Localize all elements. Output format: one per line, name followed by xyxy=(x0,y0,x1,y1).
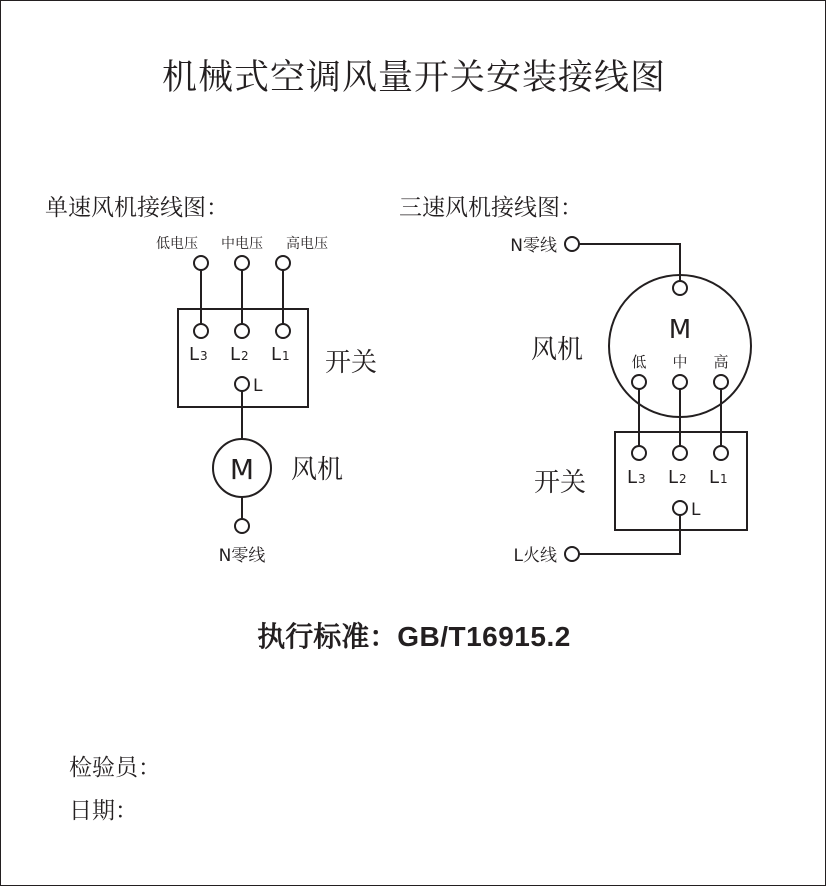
three-wire-live xyxy=(579,515,680,554)
single-speed-heading: 单速风机接线图： xyxy=(45,195,229,221)
three-speed-mid-label: 中 xyxy=(672,353,688,371)
single-motor-label: 风机 xyxy=(291,455,344,485)
three-motor-high-terminal xyxy=(714,375,728,389)
three-speed-high-label: 高 xyxy=(713,353,729,371)
single-supply-mid-label: 中电压 xyxy=(221,236,263,252)
single-terminal-l3 xyxy=(194,324,208,338)
single-neutral-terminal xyxy=(235,519,249,533)
three-live-label: L火线 xyxy=(513,546,557,566)
three-terminal-l3 xyxy=(632,446,646,460)
three-motor-symbol: M xyxy=(668,315,692,345)
three-label-l1: L1 xyxy=(709,467,728,488)
date-label: 日期： xyxy=(69,798,138,824)
three-terminal-l1 xyxy=(714,446,728,460)
single-supply-high-terminal xyxy=(276,256,290,270)
single-label-l3: L3 xyxy=(189,344,208,365)
single-label-l: L xyxy=(253,376,263,396)
three-terminal-l2 xyxy=(673,446,687,460)
three-speed-low-label: 低 xyxy=(631,353,647,371)
single-switch-label: 开关 xyxy=(325,348,378,378)
three-live-terminal xyxy=(565,547,579,561)
three-motor-mid-terminal xyxy=(673,375,687,389)
single-motor-symbol: M xyxy=(229,453,255,486)
three-label-l2: L2 xyxy=(668,467,687,488)
three-speed-heading: 三速风机接线图： xyxy=(399,195,583,221)
page-title: 机械式空调风量开关安装接线图 xyxy=(161,58,666,98)
single-label-l1: L1 xyxy=(271,344,290,365)
single-supply-low-label: 低电压 xyxy=(156,236,198,252)
single-terminal-l xyxy=(235,377,249,391)
single-supply-high-label: 高电压 xyxy=(286,236,328,252)
standard-prefix: 执行标准： xyxy=(257,620,398,653)
inspector-label: 检验员： xyxy=(69,755,161,781)
standard-code: GB/T16915.2 xyxy=(397,621,571,652)
single-neutral-label: N零线 xyxy=(218,546,266,566)
wiring-schematic xyxy=(1,1,826,886)
three-neutral-label: N零线 xyxy=(510,236,557,256)
single-supply-mid-terminal xyxy=(235,256,249,270)
three-label-l: L xyxy=(691,500,701,520)
three-neutral-terminal xyxy=(565,237,579,251)
three-terminal-l xyxy=(673,501,687,515)
three-wire-neutral xyxy=(579,244,680,281)
three-motor-top-terminal xyxy=(673,281,687,295)
three-label-l3: L3 xyxy=(627,467,646,488)
single-label-l2: L2 xyxy=(230,344,249,365)
three-switch-label: 开关 xyxy=(534,468,587,498)
standard-line xyxy=(1,620,826,653)
three-motor-label: 风机 xyxy=(531,335,584,365)
three-motor-low-terminal xyxy=(632,375,646,389)
single-terminal-l1 xyxy=(276,324,290,338)
single-supply-low-terminal xyxy=(194,256,208,270)
single-terminal-l2 xyxy=(235,324,249,338)
